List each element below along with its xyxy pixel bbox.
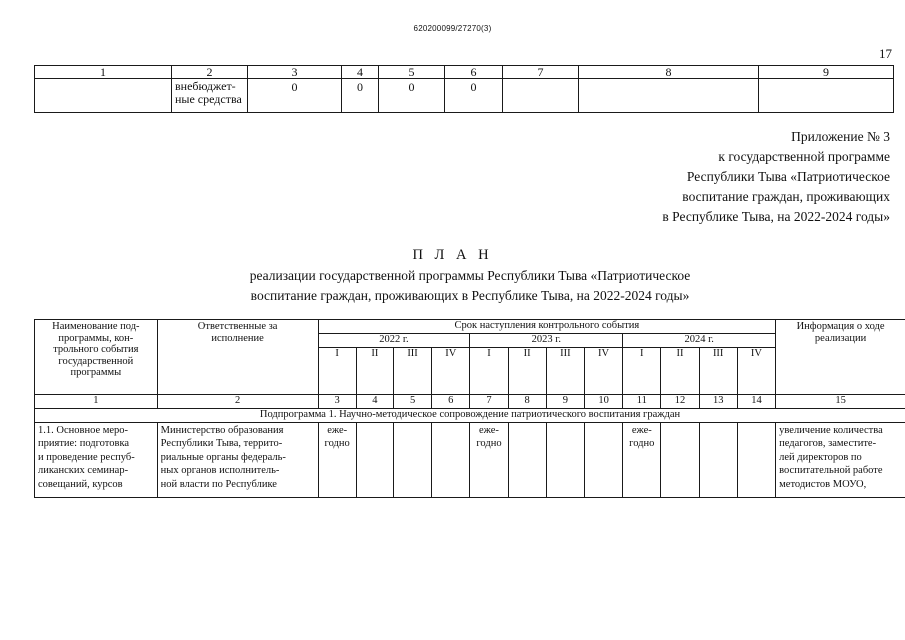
column-number: 8 <box>508 395 546 409</box>
quarter-header: IV <box>584 348 622 395</box>
header-line: программы, кон- <box>58 332 134 344</box>
previous-table-header <box>35 66 894 79</box>
text-line: ных органов исполнитель- <box>160 465 280 477</box>
quarter-header: II <box>508 348 546 395</box>
header-line: государственной <box>58 355 134 367</box>
funding-source-cell <box>172 79 248 113</box>
text-line: еже- <box>479 425 499 436</box>
column-number: 3 <box>318 395 356 409</box>
quarter-header: II <box>661 348 699 395</box>
annex-line: к государственной программе <box>718 149 890 164</box>
empty-cell <box>759 79 894 113</box>
annex-line: воспитание граждан, проживающих <box>682 189 890 204</box>
header-line: Ответственные за <box>197 321 278 332</box>
quarter-header: III <box>699 348 737 395</box>
quarter-header: II <box>356 348 393 395</box>
column-number: 5 <box>393 395 431 409</box>
header-line: Информация о ходе <box>796 321 885 332</box>
empty-cell <box>35 79 172 113</box>
value-cell: 0 <box>445 79 503 113</box>
empty-cell <box>508 423 546 498</box>
column-number: 4 <box>356 395 393 409</box>
progress-info-cell <box>776 423 905 498</box>
empty-cell <box>661 423 699 498</box>
text-line: и проведение респуб- <box>38 451 135 463</box>
column-number: 10 <box>584 395 622 409</box>
quarter-header: I <box>470 348 508 395</box>
text-line: ликанских семинар- <box>38 465 129 477</box>
text-line: внебюджет- <box>175 80 236 93</box>
header-name-column <box>35 320 158 395</box>
previous-table-fragment <box>34 65 894 113</box>
text-line: еже- <box>631 425 652 436</box>
event-name-cell <box>35 423 158 498</box>
empty-cell <box>393 423 431 498</box>
quarter-header: III <box>546 348 584 395</box>
year-header: 2023 г. <box>470 334 623 348</box>
column-number: 6 <box>432 395 470 409</box>
value-cell: 0 <box>342 79 379 113</box>
plan-title: П Л А Н <box>412 247 493 263</box>
page-number: 17 <box>879 46 892 61</box>
value-cell: 0 <box>379 79 445 113</box>
header-line: Наименование под- <box>52 321 140 332</box>
column-number: 4 <box>342 66 379 79</box>
text-line: лей директоров по <box>779 451 862 463</box>
subtitle-line: воспитание граждан, проживающих в Республике Тыва, на 2022-2024 годы» <box>250 288 690 303</box>
annex-line: в Республике Тыва, на 2022-2024 годы» <box>662 209 890 224</box>
text-line: еже- <box>327 425 348 436</box>
subprogram-title: Подпрограмма 1. Научно-методическое сопровождение патриотического воспитания граждан <box>35 409 905 423</box>
empty-cell <box>546 423 584 498</box>
text-line: годно <box>324 438 350 450</box>
text-line: увеличение количества <box>779 425 883 436</box>
plan-subtitle <box>0 266 905 306</box>
quarter-header: IV <box>432 348 470 395</box>
text-line: годно <box>476 438 502 450</box>
column-number: 3 <box>248 66 342 79</box>
text-line: педагогов, заместите- <box>779 438 877 450</box>
schedule-cell <box>318 423 356 498</box>
schedule-cell <box>623 423 661 498</box>
empty-cell <box>503 79 579 113</box>
empty-cell <box>584 423 622 498</box>
empty-cell <box>579 79 759 113</box>
column-number: 2 <box>157 395 318 409</box>
text-line: воспитательной работе <box>779 465 883 477</box>
empty-cell <box>356 423 393 498</box>
column-number: 1 <box>35 395 158 409</box>
column-number: 2 <box>172 66 248 79</box>
header-row-main <box>35 320 905 334</box>
subtitle-line: реализации государственной программы Республики Тыва «Патриотическое <box>249 268 691 283</box>
responsible-cell <box>157 423 318 498</box>
quarter-header: IV <box>737 348 775 395</box>
column-number: 15 <box>776 395 905 409</box>
empty-cell <box>737 423 775 498</box>
text-line: ные средства <box>175 93 242 106</box>
header-info-column <box>776 320 905 395</box>
text-line: совещаний, курсов <box>38 478 123 490</box>
text-line: методистов МОУО, <box>779 478 867 490</box>
schedule-cell <box>470 423 508 498</box>
year-header: 2022 г. <box>318 334 470 348</box>
text-line: Республики Тыва, террито- <box>160 438 283 450</box>
column-number: 11 <box>623 395 661 409</box>
empty-cell <box>699 423 737 498</box>
table-row <box>35 79 894 113</box>
quarter-header: I <box>623 348 661 395</box>
plan-table <box>34 319 905 498</box>
quarter-header: III <box>393 348 431 395</box>
annex-line: Приложение № 3 <box>791 129 890 144</box>
text-line: приятие: подготовка <box>38 438 130 450</box>
column-number-row <box>35 395 905 409</box>
column-number: 1 <box>35 66 172 79</box>
text-line: Министерство образования <box>160 425 284 436</box>
column-number: 9 <box>759 66 894 79</box>
table-row <box>35 423 905 498</box>
quarter-header: I <box>318 348 356 395</box>
column-number: 14 <box>737 395 775 409</box>
column-number: 5 <box>379 66 445 79</box>
header-responsible-column <box>157 320 318 395</box>
text-line: риальные органы федераль- <box>160 451 286 463</box>
column-number: 6 <box>445 66 503 79</box>
column-number: 7 <box>503 66 579 79</box>
annex-line: Республики Тыва «Патриотическое <box>686 169 890 184</box>
column-number: 12 <box>661 395 699 409</box>
header-line: исполнение <box>211 332 264 344</box>
header-line: программы <box>70 367 122 378</box>
text-line: 1.1. Основное меро- <box>38 425 129 436</box>
header-line: реализации <box>814 332 867 344</box>
empty-cell <box>432 423 470 498</box>
column-number: 9 <box>546 395 584 409</box>
document-code: 620200099/27270(3) <box>413 24 492 33</box>
value-cell: 0 <box>248 79 342 113</box>
annex-header <box>580 127 890 227</box>
column-number: 8 <box>579 66 759 79</box>
text-line: годно <box>629 438 655 450</box>
text-line: ной власти по Республике <box>160 478 277 490</box>
header-line: трольного события <box>53 344 139 355</box>
column-number: 7 <box>470 395 508 409</box>
header-deadline: Срок наступления контрольного события <box>318 320 776 334</box>
year-header: 2024 г. <box>623 334 776 348</box>
column-number: 13 <box>699 395 737 409</box>
subprogram-row <box>35 409 905 423</box>
